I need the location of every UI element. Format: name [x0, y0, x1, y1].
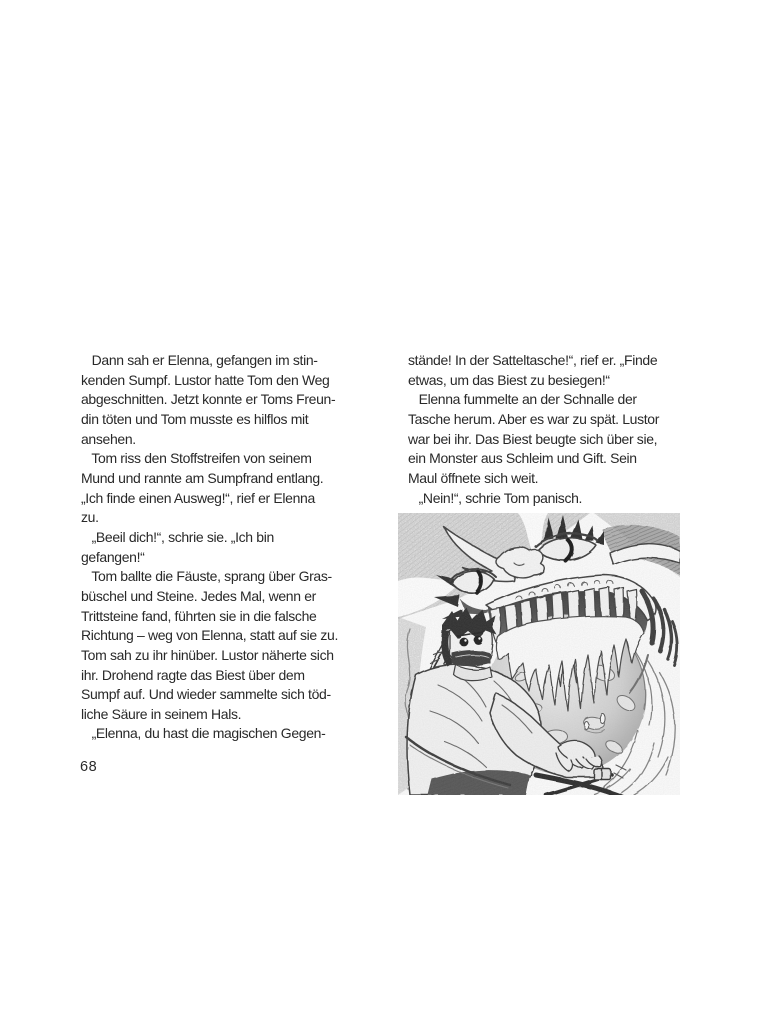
text-line: gefangen!“ — [81, 548, 145, 565]
text-line: Trittsteine fand, führten sie in die falsche — [81, 607, 317, 624]
text-line: Tom sah zu ihr hinüber. Lustor näherte sich — [81, 646, 334, 663]
text-line: stände! In der Satteltasche!“, rief er. „Finde — [408, 352, 658, 368]
text-line: Sumpf auf. Und wieder sammelte sich töd- — [81, 686, 331, 703]
text-line: etwas, um das Biest zu besiegen!“ — [408, 371, 610, 388]
text-line: Elenna fummelte an der Schnalle der — [408, 391, 637, 408]
page-number: 68 — [80, 759, 98, 775]
text-line: liche Säure in seinem Hals. — [81, 705, 242, 722]
text-line: Richtung – weg von Elenna, statt auf sie zu. — [81, 627, 338, 644]
text-line: abgeschnitten. Jetzt konnte er Toms Freun- — [81, 391, 336, 408]
text-line: „Elenna, du hast die magischen Gegen- — [81, 725, 326, 742]
text-line: Mund und rannte am Sumpfrand entlang. — [81, 469, 324, 486]
text-line: „Ich finde einen Ausweg!“, rief er Elenna — [81, 489, 315, 506]
text-line: ein Monster aus Schleim und Gift. Sein — [408, 450, 637, 467]
text-line: Tom ballte die Fäuste, sprang über Gras- — [81, 568, 332, 585]
text-line: Maul öffnete sich weit. — [408, 469, 539, 486]
text-line: Dann sah er Elenna, gefangen im stin- — [81, 352, 318, 368]
text-line: „Nein!“, schrie Tom panisch. — [408, 489, 583, 506]
monster-attack-drawing — [398, 513, 680, 795]
left-text-column — [81, 351, 397, 744]
text-line: büschel und Steine. Jedes Mal, wenn er — [81, 587, 316, 604]
text-line: Tom riss den Stoffstreifen von seinem — [81, 450, 312, 467]
pencil-grain-overlay — [398, 513, 680, 795]
right-text-column — [408, 351, 724, 508]
text-line: din töten und Tom musste es hilflos mit — [81, 410, 309, 427]
book-illustration — [398, 513, 680, 795]
text-line: ansehen. — [81, 430, 136, 447]
text-line: ihr. Drohend ragte das Biest über dem — [81, 666, 305, 683]
text-line: Tasche herum. Aber es war zu spät. Lustor — [408, 410, 660, 427]
text-line: zu. — [81, 509, 99, 526]
text-line: kenden Sumpf. Lustor hatte Tom den Weg — [81, 371, 330, 388]
text-line: war bei ihr. Das Biest beugte sich über sie, — [408, 430, 658, 447]
text-line: „Beeil dich!“, schrie sie. „Ich bin — [81, 528, 274, 545]
